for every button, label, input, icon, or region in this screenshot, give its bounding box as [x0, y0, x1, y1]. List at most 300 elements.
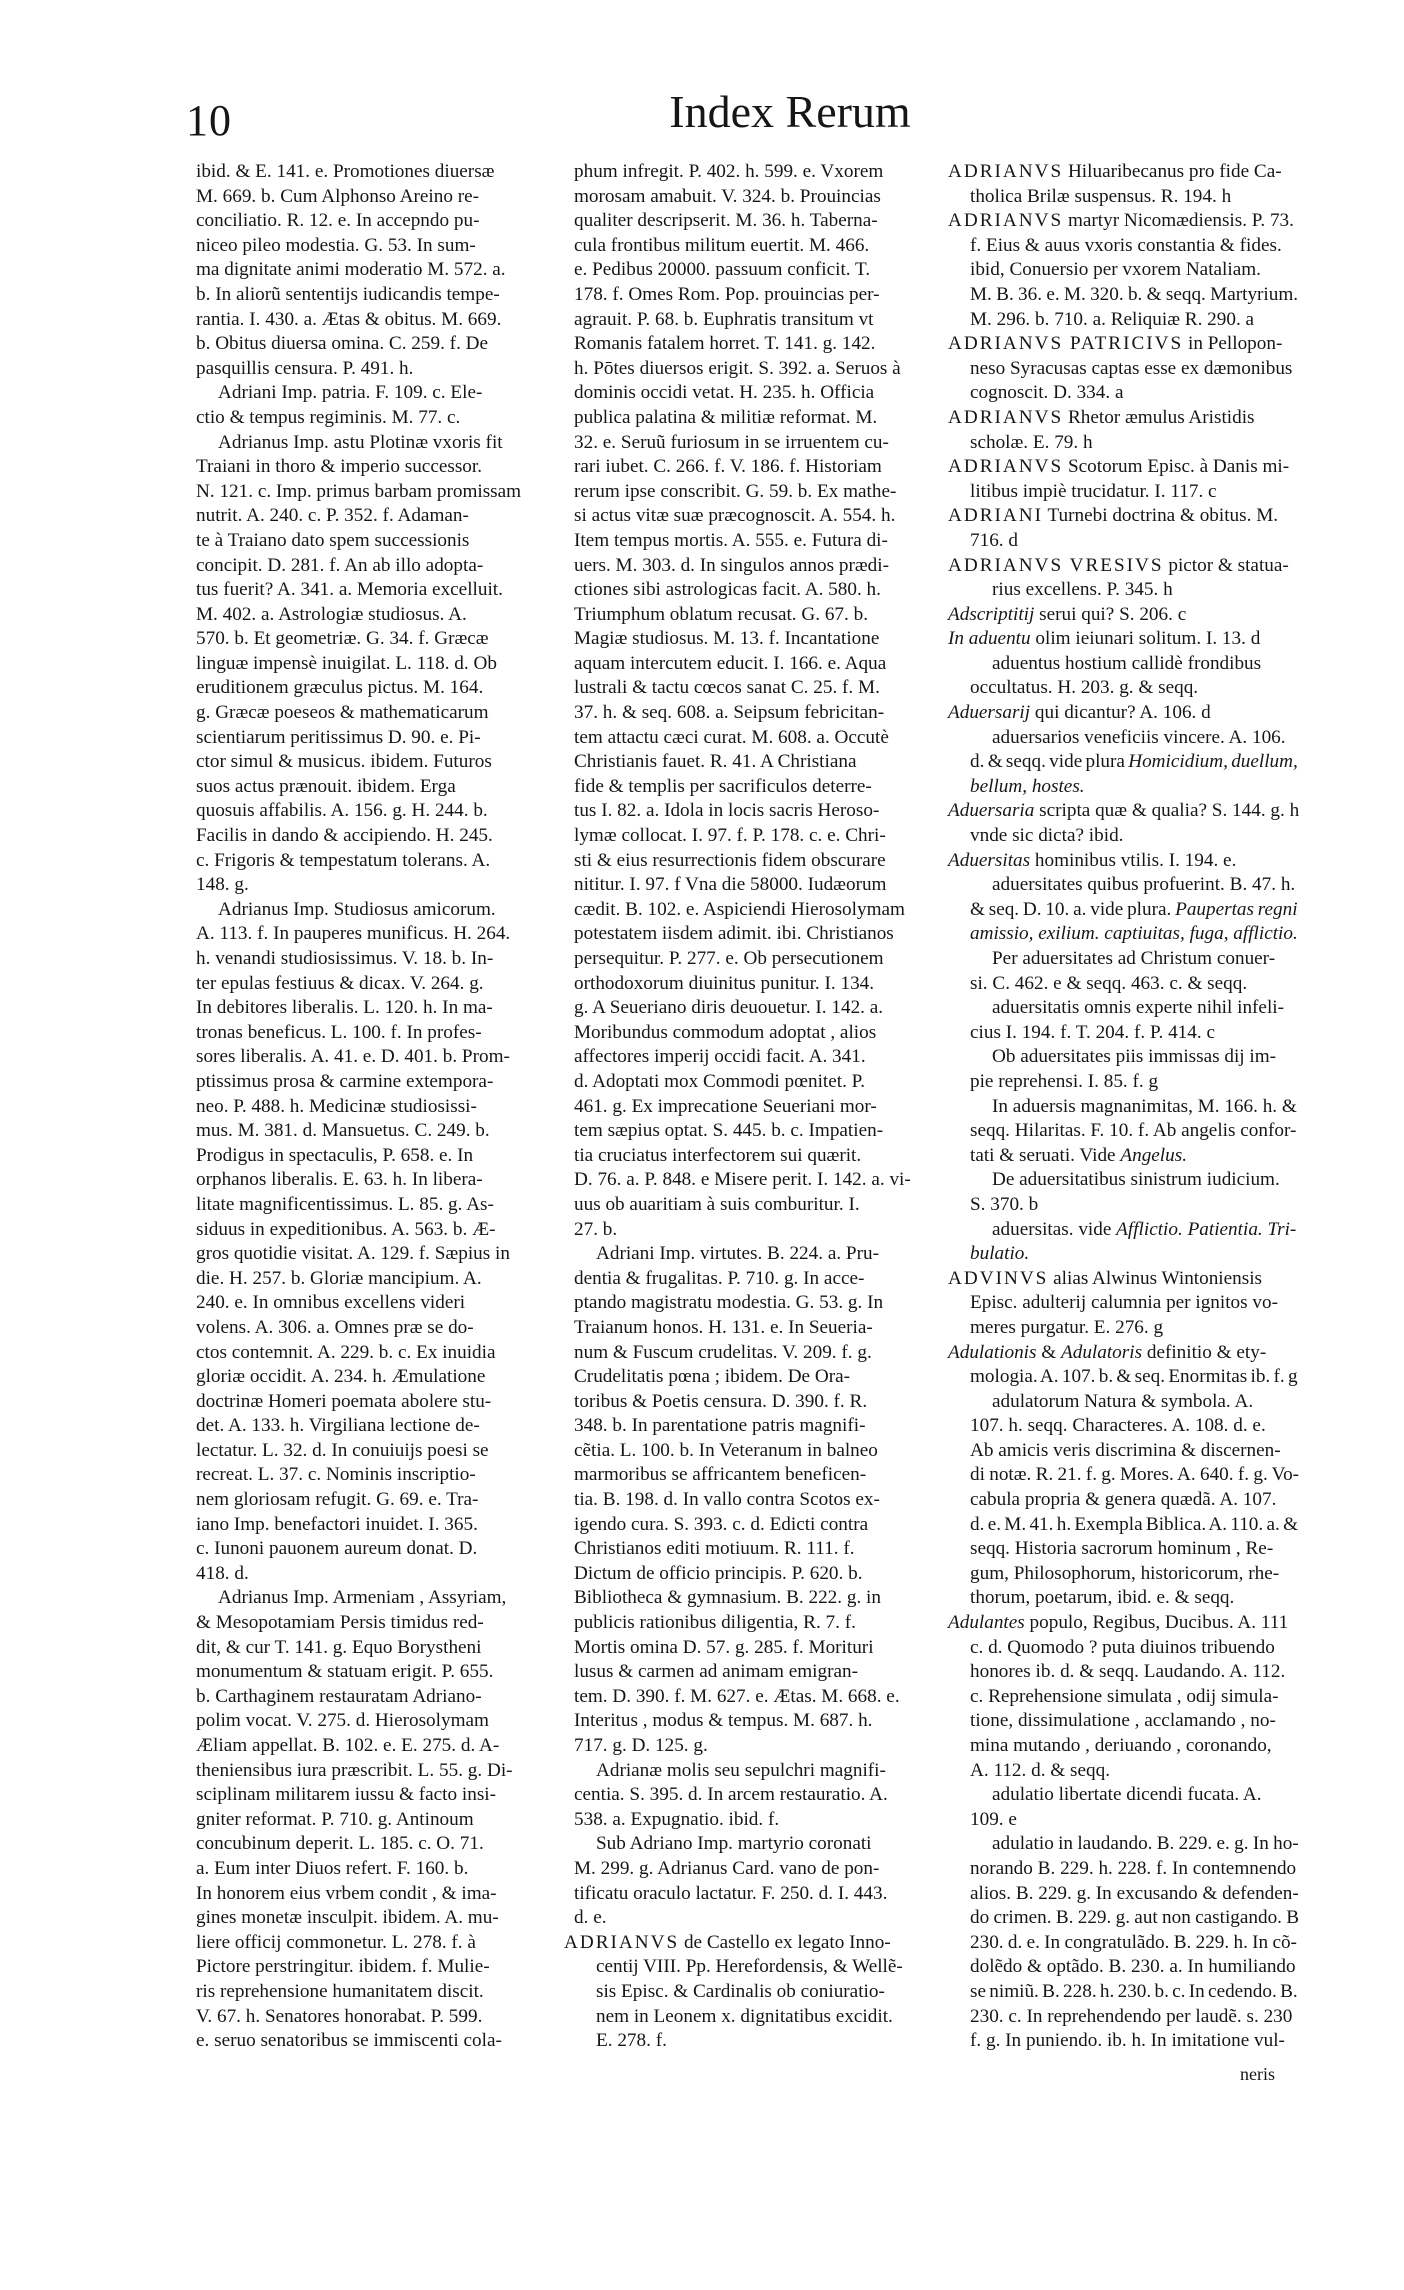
index-line: [574, 652, 926, 677]
index-line: [196, 849, 548, 874]
index-line: [196, 1267, 548, 1292]
index-line: [948, 1390, 1300, 1415]
entry-text: Adrianus Imp. astu Plotinæ vxoris fit: [218, 431, 503, 453]
entry-text: Dictum de officio principis. P. 620. b.: [574, 1562, 863, 1584]
headword-italic: Aduersaria: [948, 800, 1035, 822]
index-line: [196, 1759, 548, 1784]
entry-text: tia cruciatus interfectorem sui quærit.: [574, 1144, 862, 1166]
index-line: [196, 308, 548, 333]
index-line: [574, 775, 926, 800]
index-line: [196, 1070, 548, 1095]
index-line: [196, 972, 548, 997]
entry-text: Adriani Imp. virtutes. B. 224. a. Pru-: [596, 1243, 879, 1265]
index-line: [574, 1636, 926, 1661]
index-line: [196, 603, 548, 628]
index-line: [948, 1734, 1300, 1759]
headword-small-caps: ADRIANI: [948, 505, 1044, 527]
index-line: [574, 209, 926, 234]
index-line: [574, 332, 926, 357]
index-line: [574, 1906, 926, 1931]
entry-text: ibid, Conuersio per vxorem Nataliam.: [970, 259, 1261, 281]
entry-text: dit, & cur T. 141. g. Equo Borystheni: [196, 1636, 482, 1658]
entry-text: Traianum honos. H. 131. e. In Seueria-: [574, 1316, 873, 1338]
index-line: [948, 947, 1300, 972]
entry-text: In debitores liberalis. L. 120. h. In ma-: [196, 997, 493, 1019]
index-line: [574, 1808, 926, 1833]
entry-text: lustrali & tactu cœcos sanat C. 25. f. M.: [574, 677, 880, 699]
headword-small-caps: ADRIANVS: [948, 456, 1064, 478]
entry-text: d. & seqq. vide plura: [970, 751, 1129, 773]
index-line: [574, 1070, 926, 1095]
entry-text: mina mutando , deriuando , coronando,: [970, 1735, 1272, 1756]
entry-text: tem. D. 390. f. M. 627. e. Ætas. M. 668. e.: [574, 1685, 900, 1707]
entry-text: lymæ collocat. I. 97. f. P. 178. c. e. Chri-: [574, 825, 886, 847]
index-line: [574, 406, 926, 431]
entry-text: b. In aliorũ sententijs iudicandis tempe-: [196, 283, 500, 305]
entry-text: tronas beneficus. L. 100. f. In profes-: [196, 1021, 482, 1043]
entry-text: 348. b. In parentatione patris magnifi-: [574, 1415, 866, 1437]
entry-text: toribus & Poetis censura. D. 390. f. R.: [574, 1390, 868, 1412]
entry-text: Rhetor æmulus Aristidis: [1063, 406, 1255, 428]
index-line: [574, 922, 926, 947]
entry-text: affectores imperij occidi facit. A. 341.: [574, 1046, 866, 1068]
index-line: [196, 529, 548, 554]
index-line: [574, 1586, 926, 1611]
index-line: [948, 1021, 1300, 1046]
index-line: [574, 972, 926, 997]
index-line: [196, 996, 548, 1021]
index-line: [574, 1365, 926, 1390]
entry-text: potestatem iisdem adimit. ibi. Christianos: [574, 923, 894, 945]
entry-text: lusus & carmen ad animam emigran-: [574, 1661, 858, 1683]
entry-text: cognoscit. D. 334. a: [970, 382, 1124, 404]
index-column-middle: [564, 160, 926, 2054]
index-line: [574, 1267, 926, 1292]
index-line: [196, 1660, 548, 1685]
index-line: [574, 185, 926, 210]
catchword: neris: [1240, 2064, 1275, 2084]
index-line: [196, 799, 548, 824]
entry-text: in Pellopon-: [1183, 333, 1283, 355]
index-line: [574, 1537, 926, 1562]
entry-text: Christianis fauet. R. 41. A Christiana: [574, 751, 857, 773]
entry-text: c. d. Quomodo ? puta diuinos tribuendo: [970, 1636, 1275, 1658]
index-line: [574, 849, 926, 874]
index-line: [574, 1513, 926, 1538]
entry-text: alias Alwinus Wintoniensis: [1048, 1267, 1263, 1289]
index-line: [196, 1316, 548, 1341]
entry-text: 461. g. Ex imprecatione Seueriani mor-: [574, 1095, 877, 1117]
entry-text: Adrianus Imp. Armeniam , Assyriam,: [218, 1587, 507, 1609]
entry-text: tholica Brilæ suspensus. R. 194. h: [970, 185, 1232, 207]
index-line: [948, 1341, 1300, 1366]
index-line: [948, 258, 1300, 283]
entry-text: neo. P. 488. h. Medicinæ studiosissi-: [196, 1095, 477, 1117]
entry-text: 717. g. D. 125. g.: [574, 1735, 708, 1756]
entry-text: die. H. 257. b. Gloriæ mancipium. A.: [196, 1267, 482, 1289]
entry-text: Æliam appellat. B. 102. e. E. 275. d. A-: [196, 1735, 500, 1756]
index-line: [196, 750, 548, 775]
index-line: [948, 701, 1300, 726]
index-line: [196, 1168, 548, 1193]
entry-text: 570. b. Et geometriæ. G. 34. f. Græcæ: [196, 628, 489, 650]
entry-text: meres purgatur. E. 276. g: [970, 1316, 1164, 1338]
entry-text: definitio & ety-: [1142, 1341, 1267, 1363]
index-line: [574, 799, 926, 824]
headword-italic: Paupertas regni: [1175, 898, 1298, 920]
index-line: [574, 1168, 926, 1193]
index-line: [574, 676, 926, 701]
index-line: [574, 258, 926, 283]
entry-text: ctio & tempus regiminis. M. 77. c.: [196, 406, 461, 428]
entry-text: olim ieiunari solitum. I. 13. d: [1030, 628, 1261, 650]
entry-text: Item tempus mortis. A. 555. e. Futura di-: [574, 529, 888, 551]
entry-text: fide & templis per sacrificulos deterre-: [574, 775, 872, 797]
entry-text: de Castello ex legato Inno-: [679, 1931, 891, 1953]
entry-text: si actus vitæ suæ præcognoscit. A. 554. h.: [574, 505, 896, 527]
index-line: [948, 1291, 1300, 1316]
index-line: [948, 308, 1300, 333]
entry-text: N. 121. c. Imp. primus barbam promissam: [196, 480, 522, 502]
entry-text: vnde sic dicta? ibid.: [970, 825, 1124, 847]
entry-text: gines monetæ insculpit. ibidem. A. mu-: [196, 1907, 499, 1929]
entry-text: dolẽdo & optãdo. B. 230. a. In humiliando: [970, 1956, 1296, 1978]
index-line: [196, 431, 548, 456]
entry-text: te à Traiano dato spem successionis: [196, 529, 470, 551]
entry-text: recreat. L. 37. c. Nominis inscriptio-: [196, 1464, 476, 1486]
entry-text: Adrianæ molis seu sepulchri magnifi-: [596, 1759, 886, 1781]
index-line: [574, 455, 926, 480]
headword-italic: Aduersarij: [948, 702, 1031, 724]
entry-text: Romanis fatalem horret. T. 141. g. 142.: [574, 333, 876, 355]
index-column-right: [948, 160, 1300, 2054]
entry-text: se nimiũ. B. 228. h. 230. b. c. In cedendo. B.: [970, 1980, 1298, 2002]
entry-text: eruditionem græculus pictus. M. 164.: [196, 677, 484, 699]
headword-small-caps: ADRIANVS: [948, 406, 1064, 428]
index-line: [574, 1242, 926, 1267]
index-line: [196, 1734, 548, 1759]
index-line: [196, 357, 548, 382]
index-line: [574, 381, 926, 406]
index-line: [196, 1857, 548, 1882]
index-line: [948, 898, 1300, 923]
index-line: [196, 381, 548, 406]
entry-text: norando B. 229. h. 228. f. In contemnendo: [970, 1857, 1297, 1879]
index-line: [948, 750, 1300, 775]
entry-text: ris reprehensione humanitatem discit.: [196, 1980, 484, 2002]
entry-text: centij VIII. Pp. Herefordensis, & Wellẽ-: [596, 1956, 903, 1978]
index-line: [196, 209, 548, 234]
entry-text: det. A. 133. h. Virgiliana lectione de-: [196, 1415, 480, 1437]
index-line: [196, 578, 548, 603]
index-line: [948, 1832, 1300, 1857]
index-line: [948, 1857, 1300, 1882]
index-line: [948, 652, 1300, 677]
index-line: [948, 873, 1300, 898]
entry-text: igendo cura. S. 393. c. d. Edicti contra: [574, 1513, 869, 1535]
index-line: [948, 234, 1300, 259]
headword-italic: bulatio.: [970, 1243, 1030, 1265]
entry-text: Scotorum Episc. à Danis mi-: [1063, 456, 1290, 478]
index-line: [948, 406, 1300, 431]
entry-text: cius I. 194. f. T. 204. f. P. 414. c: [970, 1021, 1215, 1043]
index-line: [196, 1463, 548, 1488]
entry-text: siduus in expeditionibus. A. 563. b. Æ-: [196, 1218, 496, 1240]
index-line: [196, 160, 548, 185]
index-line: [574, 1685, 926, 1710]
entry-text: si. C. 462. e & seqq. 463. c. & seqq.: [970, 972, 1248, 994]
entry-text: ptissimus prosa & carmine extempora-: [196, 1070, 494, 1092]
index-line: [574, 504, 926, 529]
index-line: [948, 1636, 1300, 1661]
index-line: [196, 1513, 548, 1538]
headword-italic: Adulationis: [948, 1341, 1037, 1363]
entry-text: E. 278. f.: [596, 2030, 667, 2052]
entry-text: scientiarum peritissimus D. 90. e. Pi-: [196, 726, 481, 748]
entry-text: ibid. & E. 141. e. Promotiones diuersæ: [196, 161, 495, 182]
index-line: [574, 1980, 926, 2005]
index-line: [948, 1193, 1300, 1218]
index-line: [196, 1882, 548, 1907]
entry-text: agrauit. P. 68. b. Euphratis transitum vt: [574, 308, 874, 330]
entry-text: tem sæpius optat. S. 445. b. c. Impatien-: [574, 1120, 884, 1142]
entry-text: 418. d.: [196, 1562, 249, 1584]
entry-text: nem in Leonem x. dignitatibus excidit.: [596, 2005, 893, 2027]
entry-text: dentia & frugalitas. P. 710. g. In acce-: [574, 1267, 865, 1289]
entry-text: d. e.: [574, 1907, 607, 1929]
index-line: [948, 1808, 1300, 1833]
index-line: [948, 160, 1300, 185]
entry-text: g. A Seueriano diris deuouetur. I. 142. a.: [574, 997, 884, 1019]
entry-text: rius excellens. P. 345. h: [992, 579, 1173, 601]
index-line: [948, 1759, 1300, 1784]
entry-text: rantia. I. 430. a. Ætas & obitus. M. 669.: [196, 308, 502, 330]
headword-italic: Homicidium, duellum,: [1128, 751, 1298, 773]
index-line: [196, 652, 548, 677]
entry-text: sti & eius resurrectionis fidem obscurare: [574, 849, 886, 871]
entry-text: Mortis omina D. 57. g. 285. f. Morituri: [574, 1636, 874, 1658]
index-line: [948, 1709, 1300, 1734]
entry-text: uers. M. 303. d. In singulos annos prædi-: [574, 554, 889, 576]
index-line: [196, 1365, 548, 1390]
entry-text: V. 67. h. Senatores honorabat. P. 599.: [196, 2005, 483, 2027]
entry-text: gum, Philosophorum, historicorum, rhe-: [970, 1562, 1280, 1584]
entry-text: Traiani in thoro & imperio successor.: [196, 456, 483, 478]
entry-text: morosam amabuit. V. 324. b. Prouincias: [574, 185, 881, 207]
index-line: [196, 627, 548, 652]
entry-text: Interitus , modus & tempus. M. 687. h.: [574, 1710, 873, 1732]
entry-text: d. e. M. 41. h. Exempla Biblica. A. 110. a. &: [970, 1513, 1299, 1535]
index-line: [196, 1906, 548, 1931]
entry-text: cabula propria & genera quædã. A. 107.: [970, 1489, 1277, 1511]
entry-text: nem gloriosam refugit. G. 69. e. Tra-: [196, 1489, 479, 1511]
index-line: [574, 824, 926, 849]
entry-text: Prodigus in spectaculis, P. 658. e. In: [196, 1144, 474, 1166]
entry-text: uus ob auaritiam à suis comburitur. I.: [574, 1193, 860, 1215]
entry-text: 32. e. Seruũ furiosum in se irruentem cu-: [574, 431, 889, 453]
index-line: [196, 1955, 548, 1980]
entry-text: 109. e: [970, 1808, 1017, 1830]
entry-text: orthodoxorum diuinitus punitur. I. 134.: [574, 972, 875, 994]
index-line: [196, 1439, 548, 1464]
index-line: [574, 996, 926, 1021]
index-line: [574, 431, 926, 456]
index-line: [574, 308, 926, 333]
index-line: [196, 1095, 548, 1120]
entry-text: 37. h. & seq. 608. a. Seipsum febricitan-: [574, 702, 885, 724]
entry-text: qui dicantur? A. 106. d: [1030, 702, 1211, 724]
entry-text: rerum ipse conscribit. G. 59. b. Ex mathe-: [574, 480, 897, 502]
index-line: [948, 972, 1300, 997]
index-line: [948, 1045, 1300, 1070]
entry-text: persequitur. P. 277. e. Ob persecutionem: [574, 948, 884, 969]
index-line: [574, 1390, 926, 1415]
index-line: [948, 1316, 1300, 1341]
entry-text: 107. h. seqq. Characteres. A. 108. d. e.: [970, 1415, 1266, 1437]
index-line: [574, 1341, 926, 1366]
entry-text: nititur. I. 97. f Vna die 58000. Iudæorum: [574, 874, 887, 896]
entry-text: M. 402. a. Astrologiæ studiosus. A.: [196, 603, 467, 625]
index-line: [196, 1808, 548, 1833]
index-line: [948, 849, 1300, 874]
index-line: [948, 431, 1300, 456]
index-line: [948, 1955, 1300, 1980]
index-line: [948, 480, 1300, 505]
entry-text: litibus impiè trucidatur. I. 117. c: [970, 480, 1217, 502]
index-line: [948, 1119, 1300, 1144]
index-line: [196, 1291, 548, 1316]
entry-text: e. seruo senatoribus se immiscenti cola-: [196, 2030, 502, 2052]
index-line: [948, 1095, 1300, 1120]
entry-text: Adrianus Imp. Studiosus amicorum.: [218, 898, 496, 920]
entry-text: pie reprehensi. I. 85. f. g: [970, 1070, 1159, 1092]
entry-text: Moribundus commodum adoptat , alios: [574, 1021, 877, 1043]
index-line: [948, 726, 1300, 751]
index-line: [196, 1119, 548, 1144]
index-line: [196, 775, 548, 800]
entry-text: M. B. 36. e. M. 320. b. & seqq. Martyrium.: [970, 283, 1299, 305]
index-line: [196, 406, 548, 431]
entry-text: tia. B. 198. d. In vallo contra Scotos ex-: [574, 1489, 880, 1511]
entry-text: conciliatio. R. 12. e. In accepndo pu-: [196, 210, 480, 232]
index-line: [196, 1414, 548, 1439]
entry-text: ctiones sibi astrologicas facit. A. 580. h.: [574, 579, 881, 601]
entry-text: Facilis in dando & accipiendo. H. 245.: [196, 825, 493, 847]
index-line: [574, 1414, 926, 1439]
index-line: [574, 1439, 926, 1464]
index-line: [948, 1660, 1300, 1685]
index-line: [196, 1390, 548, 1415]
index-line: [948, 1439, 1300, 1464]
index-line: [574, 1759, 926, 1784]
entry-text: concipit. D. 281. f. An ab illo adopta-: [196, 554, 484, 576]
index-line: [574, 1193, 926, 1218]
index-line: [196, 1931, 548, 1956]
headword-small-caps: ADRIANVS VRESIVS: [948, 554, 1164, 576]
index-line: [948, 627, 1300, 652]
entry-text: doctrinæ Homeri poemata abolere stu-: [196, 1390, 492, 1412]
entry-text: 27. b.: [574, 1218, 618, 1240]
index-line: [948, 1537, 1300, 1562]
index-line: [574, 1562, 926, 1587]
index-line: [196, 898, 548, 923]
entry-text: orphanos liberalis. E. 63. h. In libera-: [196, 1169, 483, 1191]
entry-text: Magiæ studiosus. M. 13. f. Incantatione: [574, 628, 880, 650]
entry-text: tem attactu cæci curat. M. 608. a. Occutè: [574, 726, 889, 748]
index-line: [948, 824, 1300, 849]
entry-text: centia. S. 395. d. In arcem restauratio. A.: [574, 1784, 888, 1806]
index-line: [574, 1783, 926, 1808]
entry-text: neso Syracusas captas esse ex dæmonibus: [970, 357, 1293, 379]
index-line: [196, 701, 548, 726]
entry-text: adulatorum Natura & symbola. A.: [992, 1390, 1254, 1412]
index-line: [948, 332, 1300, 357]
index-line: [574, 2005, 926, 2030]
index-line: [574, 1660, 926, 1685]
headword-italic: In aduentu: [948, 628, 1031, 650]
entry-text: sores liberalis. A. 41. e. D. 401. b. Prom-: [196, 1046, 510, 1068]
entry-text: M. 296. b. 710. a. Reliquiæ R. 290. a: [970, 308, 1255, 330]
index-line: [574, 480, 926, 505]
entry-text: thorum, poetarum, ibid. e. & seqq.: [970, 1587, 1235, 1609]
entry-text: litate magnificentissimus. L. 85. g. As-: [196, 1193, 494, 1215]
headword-italic: Aduersitas: [948, 849, 1031, 871]
index-line: [948, 1906, 1300, 1931]
page-number: 10: [186, 96, 232, 145]
index-line: [574, 1832, 926, 1857]
headword-small-caps: ADRIANVS PATRICIVS: [948, 333, 1184, 355]
index-line: [196, 185, 548, 210]
index-line: [948, 357, 1300, 382]
index-line: [574, 1488, 926, 1513]
index-line: [196, 480, 548, 505]
entry-text: ma dignitate animi moderatio M. 572. a.: [196, 259, 506, 281]
index-line: [948, 922, 1300, 947]
headword-small-caps: ADRIANVS: [564, 1931, 680, 1953]
index-line: [196, 676, 548, 701]
entry-text: S. 370. b: [970, 1193, 1039, 1215]
index-line: [948, 1513, 1300, 1538]
entry-text: e. Pedibus 20000. passuum conficit. T.: [574, 259, 871, 281]
index-line: [196, 873, 548, 898]
index-line: [196, 1021, 548, 1046]
index-line: [574, 1882, 926, 1907]
entry-text: A. 112. d. & seqq.: [970, 1759, 1110, 1781]
entry-text: aduersitates quibus profuerint. B. 47. h.: [992, 874, 1296, 896]
entry-text: 538. a. Expugnatio. ibid. f.: [574, 1808, 780, 1830]
index-line: [196, 504, 548, 529]
entry-text: seqq. Historia sacrorum hominum , Re-: [970, 1538, 1274, 1560]
index-line: [948, 2005, 1300, 2030]
entry-text: c. Iunoni pauonem aureum donat. D.: [196, 1538, 478, 1560]
entry-text: Ob aduersitates piis immissas dij im-: [992, 1046, 1277, 1068]
entry-text: liere officij commonetur. L. 278. f. à: [196, 1931, 476, 1953]
entry-text: c. Frigoris & tempestatum tolerans. A.: [196, 849, 491, 871]
entry-text: Episc. adulterij calumnia per ignitos vo-: [970, 1292, 1278, 1314]
index-line: [196, 1783, 548, 1808]
entry-text: a. Eum inter Diuos refert. F. 160. b.: [196, 1857, 469, 1879]
index-line: [196, 332, 548, 357]
entry-text: Pictore perstringitur. ibidem. f. Mulie-: [196, 1956, 490, 1978]
index-line: [948, 283, 1300, 308]
headword-small-caps: ADRIANVS: [948, 210, 1064, 232]
entry-text: di notæ. R. 21. f. g. Mores. A. 640. f. g. Vo-: [970, 1464, 1300, 1486]
entry-text: tione, dissimulatione , acclamando , no-: [970, 1710, 1276, 1732]
entry-text: serui qui? S. 206. c: [1034, 603, 1187, 625]
index-line: [574, 1045, 926, 1070]
index-line: [948, 1168, 1300, 1193]
entry-text: publica palatina & militiæ reformat. M.: [574, 406, 878, 428]
